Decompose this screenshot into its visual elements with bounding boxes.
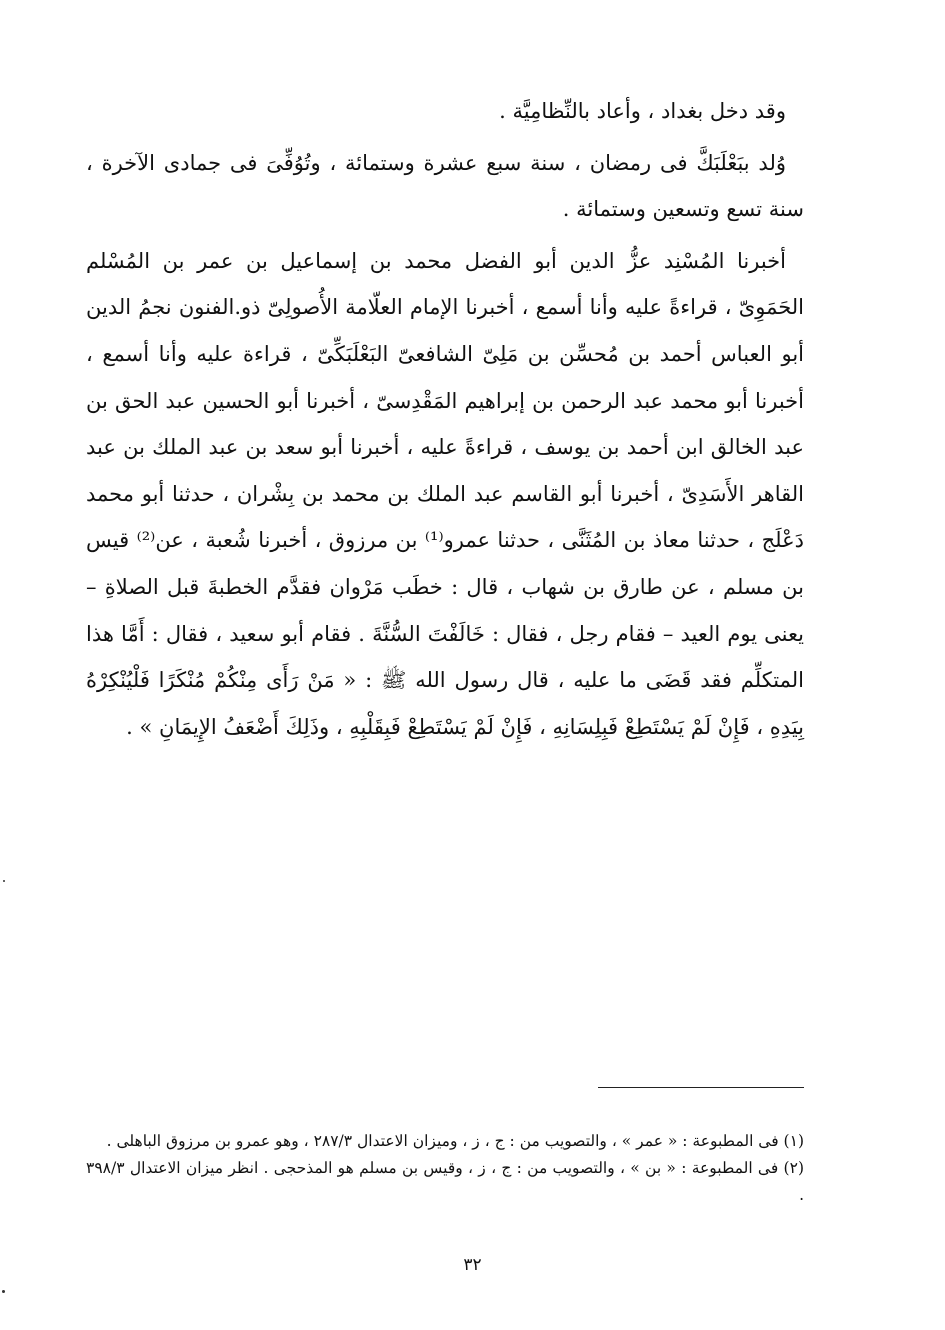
- footnotes-block: [86, 1128, 804, 1209]
- footnote-1: (١) فى المطبوعة : « عمر » ، والتصويب من : ج ، ز ، وميزان الاعتدال ٢٨٧/٣ ، وهو عمرو بن مرزوق الباهلى .: [106, 1132, 804, 1150]
- paragraph-nizamiyya: وقد دخل بغداد ، وأعاد بالنِّظامِيَّة .: [499, 99, 786, 123]
- footnote-separator: [598, 1087, 804, 1088]
- paragraph-hadith-chain: أخبرنا المُسْنِد عزُّ الدين أبو الفضل محمد بن إسماعيل بن عمر بن المُسْلم الحَمَوِىّ ، قراءةً عليه وأنا أسمع ، أخبرنا الإمام العلّامة الأُصولِىّ ذو.الفنون نجمُ الدين أبو العباس أحمد بن مُحسِّن بن مَلِىّ الشافعىّ البَعْلَبَكِّىّ ، قراءة عليه وأنا أسمع ، أخبرنا أبو محمد عبد الرحمن بن إبراهيم المَقْدِسىّ ، أخبرنا أبو الحسين عبد الحق بن عبد الخالق ابن أحمد بن يوسف ، قراءةً عليه ، أخبرنا أبو سعد بن عبد الملك بن عبد القاهر الأَسَدِىّ ، أخبرنا أبو القاسم عبد الملك بن محمد بن بِشْران ، حدثنا أبو محمد دَعْلَج ، حدثنا معاذ بن المُثَنَّى ، حدثنا عمرو⁽¹⁾ بن مرزوق ، أخبرنا شُعبة ، عن⁽²⁾ قيس بن مسلم ، عن طارق بن شهاب ، قال : خطَب مَرْوان فقدَّم الخطبةَ قبل الصلاةِ – يعنى يوم العيد – فقام رجل ، فقال : خَالَفْتَ السُّنَّةَ . فقام أبو سعيد ، فقال : أَمَّا هذا المتكلِّم فقد قَضَى ما عليه ، قال رسول الله ﷺ : « مَنْ رَأَى مِنْكُمْ مُنْكَرًا فَلْيُنْكِرْهُ بِيَدِهِ ، فَإِنْ لَمْ يَسْتَطِعْ فَبِلِسَانِهِ ، فَإِنْ لَمْ يَسْتَطِعْ فَبِقَلْبِهِ ، وذَلِكَ أَضْعَفُ الإِيمَانِ » .: [86, 248, 804, 739]
- paragraph-birth-death: وُلد ببَعْلَبَكَّ فى رمضان ، سنة سبع عشرة وستمائة ، وتُوُفِّىَ فى جمادى الآخرة ، سنة تسع وتسعين وستمائة .: [86, 150, 804, 222]
- scan-speck: [3, 880, 5, 882]
- scan-speck: [2, 1290, 5, 1293]
- page-number: ٣٢: [463, 1255, 482, 1275]
- footnote-2: (٢) فى المطبوعة : « بن » ، والتصويب من : ج ، ز ، وقيس بن مسلم هو المذحجى . انظر ميزان الاعتدال ٣٩٨/٣ .: [86, 1159, 804, 1204]
- main-text-block: [86, 88, 804, 750]
